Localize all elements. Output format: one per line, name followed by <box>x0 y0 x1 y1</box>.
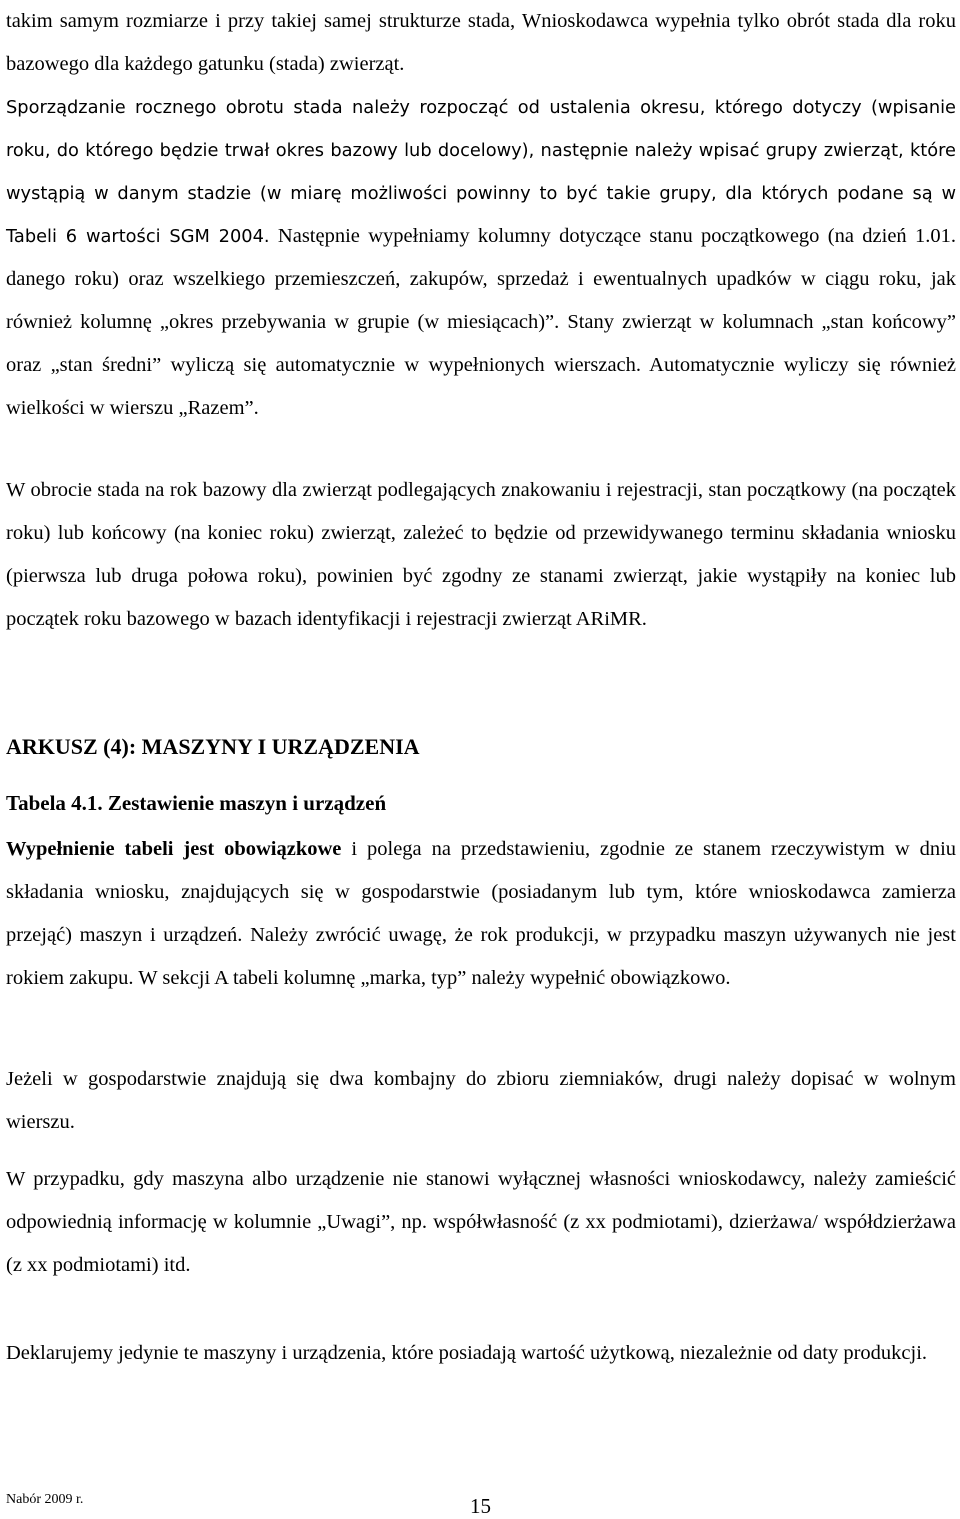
sheet-heading: ARKUSZ (4): MASZYNY I URZĄDZENIA <box>6 734 420 759</box>
paragraph-herd-structure <box>6 0 956 86</box>
paragraph-text: takim samym rozmiarze i przy takiej samej strukturze stada, Wnioskodawca wypełnia tylko obrót stada dla roku bazowego dla każdego gatunku (stada) zwierząt. <box>6 10 956 75</box>
table-heading: Tabela 4.1. Zestawienie maszyn i urządzeń <box>6 791 387 815</box>
paragraph-ownership <box>6 1158 956 1287</box>
paragraph-text: Jeżeli w gospodarstwie znajdują się dwa kombajny do zbioru ziemniaków, drugi należy dopisać w wolnym wierszu. <box>6 1068 956 1133</box>
paragraph-text: W przypadku, gdy maszyna albo urządzenie nie stanowi wyłącznej własności wnioskodawcy, należy zamieścić odpowiednią informację w kolumnie „Uwagi”, np. współwłasność (z xx podmiotami), dzierżawa/ współdzierżawa (z xx podmiotami) itd. <box>6 1168 956 1276</box>
paragraph-text-sans: Sporządzanie rocznego obrotu stada należy rozpocząć od ustalenia okresu, którego dotyczy (wpisanie roku, do którego będzie trwał okres bazowy lub docelowy), następnie należy wpisać grupy zwierząt, które wystąpią w danym stadzie (w miarę możliwości powinny to być takie grupy, dla których podane są w Tabeli 6 wartości SGM 2004. <box>6 97 956 247</box>
paragraph-text: i polega na przedstawieniu, zgodnie ze stanem rzeczywistym w dniu składania wniosku, znajdujących się w gospodarstwie (posiadanym lub tym, które wnioskodawca zamierza przejąć) maszyn i urządzeń. Należy zwrócić uwagę, że rok produkcji, w przypadku maszyn używanych nie jest rokiem zakupu. W sekcji A tabeli kolumnę „marka, typ” należy wypełnić obowiązkowo. <box>6 838 957 989</box>
paragraph-text: W obrocie stada na rok bazowy dla zwierząt podlegających znakowaniu i rejestracji, stan początkowy (na początek roku) lub końcowy (na koniec roku) zwierząt, zależeć to będzie od przewidywanego terminu składania wniosku (pierwsza lub druga połowa roku), powinien być zgodny ze stanami zwierząt, jakie wystąpiły na koniec lub początek roku bazowego w bazach identyfikacji i rejestracji zwierząt ARiMR. <box>6 479 956 630</box>
paragraph-text-serif: Następnie wypełniamy kolumny dotyczące stanu początkowego (na dzień 1.01. danego roku) oraz wszelkiego przemieszczeń, zakupów, sprzedaż i ewentualnych upadków w ciągu roku, jak również kolumnę „okres przebywania w grupie (w miesiącach)”. Stany zwierząt w kolumnach „stan końcowy” oraz „stan średni” wyliczą się automatycznie w wypełnionych wierszach. Automatycznie wyliczy się również wielkości w wierszu „Razem”. <box>6 225 956 419</box>
paragraph-text: Deklarujemy jedynie te maszyny i urządzenia, które posiadają wartość użytkową, niezależnie od daty produkcji. <box>6 1342 928 1364</box>
paragraph-annual-turnover <box>6 86 956 430</box>
paragraph-combines <box>6 1058 956 1144</box>
paragraph-mandatory-table <box>6 828 956 1000</box>
paragraph-declaration <box>6 1332 956 1375</box>
footer-label: Nabór 2009 r. <box>6 1492 84 1507</box>
paragraph-bold-lead: Wypełnienie tabeli jest obowiązkowe <box>6 838 342 860</box>
paragraph-base-year <box>6 469 956 641</box>
page-number: 15 <box>470 1494 491 1518</box>
